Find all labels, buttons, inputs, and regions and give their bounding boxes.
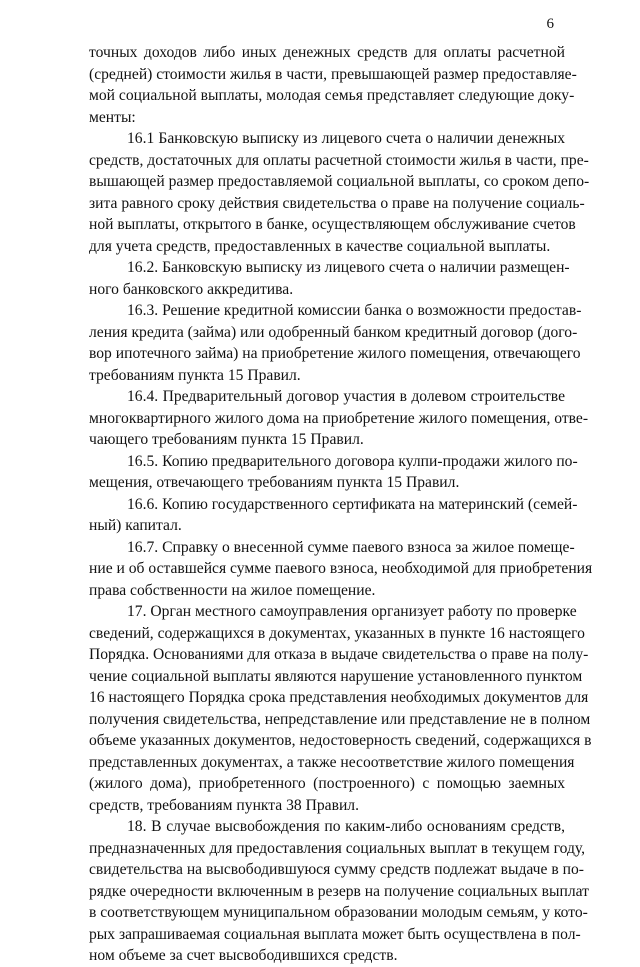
text-line: ние и об оставшейся сумме паевого взноса, необходимой для приобретения [89,560,593,577]
text-line: точных доходов либо иных денежных средств для оплаты расчетной [89,44,565,61]
text-line: вор ипотечного займа) на приобретение жилого помещения, отвечающего [89,345,581,362]
text-line: ления кредита (займа) или одобренный банком кредитный договор (дого- [89,323,578,341]
text-line: сведений, содержащихся в документах, указанных в пункте 16 настоящего [89,624,585,642]
text-line: ной выплаты, открытого в банке, осуществляющем обслуживание счетов [89,216,576,233]
page-number: 6 [546,16,554,32]
text-line: 16 настоящего Порядка срока представления необходимых документов для [89,689,589,706]
text-line: 16.1 Банковскую выписку из лицевого счета о наличии денежных [127,130,565,147]
text-line: 16.4. Предварительный договор участия в долевом строительстве [127,388,565,405]
text-line: вышающей размер предоставляемой социальной выплаты, со сроком депо- [89,173,590,190]
text-line: в соответствующем муниципальном образовании молодым семьям, у кото- [89,904,588,921]
text-line: рых запрашиваемая социальная выплата может быть осуществлена в пол- [89,925,581,943]
text-line: чение социальной выплаты являются нарушение установленного пунктом [89,667,583,685]
text-line: ном объеме за счет высвободившихся средств. [89,947,398,964]
text-line: менты: [89,108,136,126]
text-line: (средней) стоимости жилья в части, превышающей размер предоставляе- [89,65,577,83]
text-line: средств, требованиям пункта 38 Правил. [89,796,359,814]
text-line: свидетельства на высвободившуюся сумму средств подлежат выдаче в по- [89,861,584,878]
text-line: объеме указанных документов, недостоверность сведений, содержащихся в [89,732,592,749]
text-line: права собственности на жилое помещение. [89,581,376,599]
text-line: ный) капитал. [89,517,182,534]
text-line: 16.2. Банковскую выписку из лицевого счета о наличии размещен- [127,259,570,276]
text-line: рядке очередности включенным в резерв на получение социальных выплат [89,882,589,900]
text-line: Порядка. Основаниями для отказа в выдаче свидетельства о праве на полу- [89,646,589,663]
text-line: 18. В случае высвобождения по каким-либо основаниям средств, [127,818,565,835]
text-line: для учета средств, предоставленных в качестве социальной выплаты. [89,237,551,255]
text-line: зита равного сроку действия свидетельства о праве на получение социаль- [89,194,585,212]
text-line: мещения, отвечающего требованиям пункта 15 Правил. [89,474,460,491]
text-line: представленных документах, а также несоответствие жилого помещения [89,753,575,771]
body-text [89,42,593,967]
text-line: 16.6. Копию государственного сертификата на материнский (семей- [127,495,578,513]
text-line: 16.7. Справку о внесенной сумме паевого взноса за жилое помеще- [127,538,575,556]
text-line: 17. Орган местного самоуправления организует работу по проверке [127,603,577,620]
text-line: многоквартирного жилого дома на приобретение жилого помещения, отве- [89,409,589,427]
text-line: средств, достаточных для оплаты расчетной стоимости жилья в части, пре- [89,151,589,169]
text-line: 16.5. Копию предварительного договора кулпи-продажи жилого по- [127,452,578,470]
text-line: ного банковского аккредитива. [89,280,294,298]
text-line: (жилого дома), приобретенного (построенного) с помощью заемных [89,775,565,792]
text-line: требованиям пункта 15 Правил. [89,366,301,384]
text-line: 16.3. Решение кредитной комиссии банка о возможности предостав- [127,302,582,319]
text-line: получения свидетельства, непредставление или представление не в полном [89,710,591,728]
text-line: чающего требованиям пункта 15 Правил. [89,431,364,448]
text-line: предназначенных для предоставления социальных выплат в текущем году, [89,839,586,857]
text-line: мой социальной выплаты, молодая семья представляет следующие доку- [89,87,575,104]
